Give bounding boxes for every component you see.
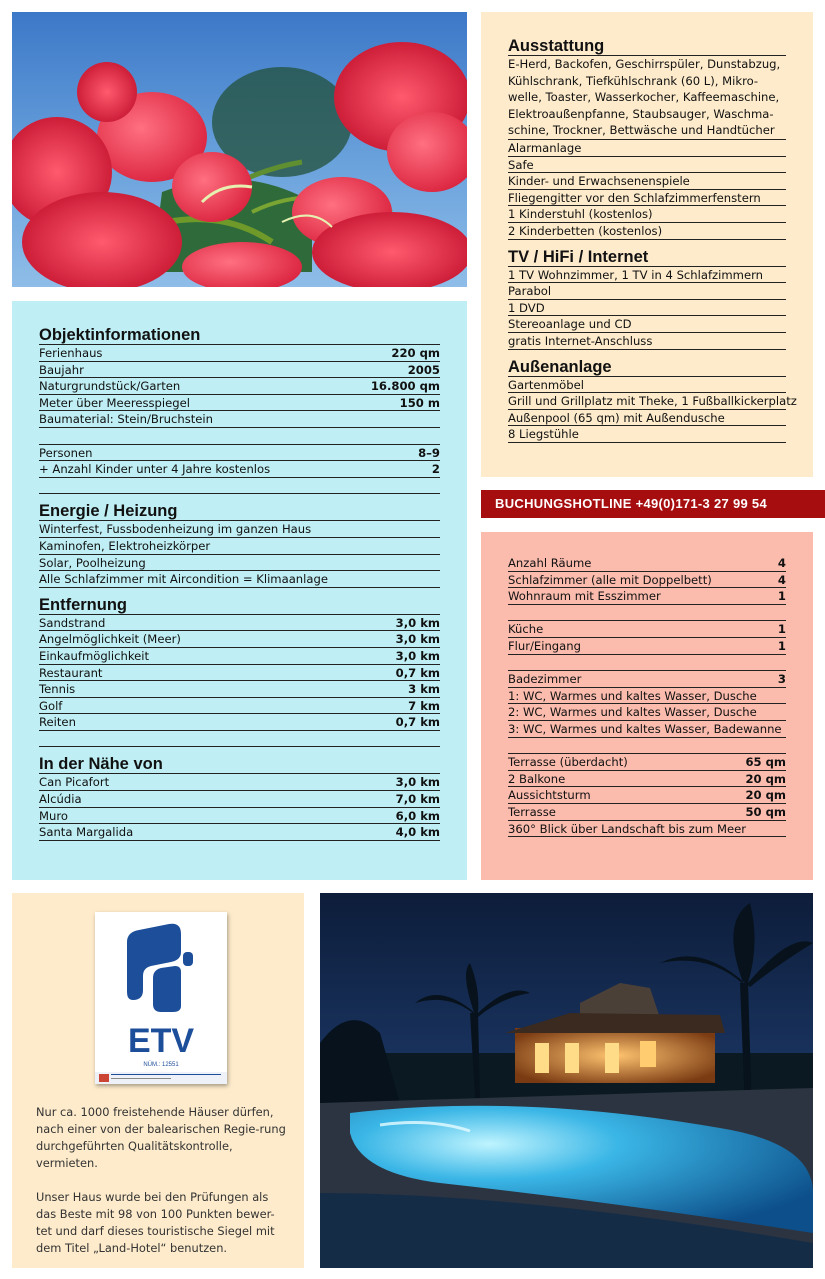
energy-title: Energie / Heizung [39,502,440,521]
info-row: Meter über Meeresspiegel 150 m [39,395,440,410]
blank-row [508,738,786,755]
equipment-row: Fliegengitter vor den Schlafzimmerfenstern [508,190,786,207]
tv-row: gratis Internet-Anschluss [508,333,786,350]
room-row: Flur/Eingang 1 [508,638,786,653]
outdoor-row: Grill und Grillplatz mit Theke, 1 Fußballkickerplatz [508,394,797,409]
object-info-panel [12,301,467,880]
energy-row: Winterfest, Fussbodenheizung im ganzen Haus [39,521,440,538]
equipment-row: 1 Kinderstuhl (kostenlos) [508,206,786,223]
energy-row: Alle Schlafzimmer mit Aircondition = Klimaanlage [39,571,440,588]
info-row: Baujahr 2005 [39,362,440,377]
tv-title: TV / HiFi / Internet [508,248,786,267]
tv-row: 1 DVD [508,300,786,317]
bathroom-row: 2: WC, Warmes und kaltes Wasser, Dusche [508,704,786,721]
distance-row: Golf 7 km [39,698,440,713]
object-info-title: Objektinformationen [39,326,440,345]
room-row: Wohnraum mit Esszimmer 1 [508,589,786,604]
distance-row: Tennis 3 km [39,682,440,697]
distance-row: Sandstrand 3,0 km [39,615,440,630]
nearby-row: Santa Margalida 4,0 km [39,825,440,840]
nearby-row: Muro 6,0 km [39,808,440,823]
outdoor-row: Außenpool (65 qm) mit Außendusche [508,410,786,427]
bathroom-row: 1: WC, Warmes und kaltes Wasser, Dusche [508,688,786,705]
room-row: Küche 1 [508,622,786,637]
tv-row: Stereoanlage und CD [508,316,786,333]
booking-hotline-bar[interactable]: BUCHUNGSHOTLINE +49(0)171-3 27 99 54 [481,490,825,518]
blank-row [39,428,440,445]
equipment-row: 2 Kinderbetten (kostenlos) [508,223,786,240]
equipment-kitchen-row: E-Herd, Backofen, Geschirrspüler, Dunstabzug, Kühlschrank, Tiefkühlschrank (60 L), Mikro-welle, Toaster, Wasserkocher, Kaffeemaschine, Elektroaußenpfanne, Staubsauger, Waschma-schine, Trockner, Bettwäsche und Handtücher [508,56,786,140]
villa-pool-image [320,893,813,1268]
etv-description [36,1104,286,1274]
bougainvillea-photo [12,12,467,287]
nearby-row: Can Picafort 3,0 km [39,775,440,790]
distance-row: Reiten 0,7 km [39,715,440,730]
persons-row: + Anzahl Kinder unter 4 Jahre kostenlos 2 [39,462,440,477]
nearby-row: Alcúdia 7,0 km [39,792,440,807]
etv-certificate-panel [12,893,304,1268]
equipment-row: Kinder- und Erwachsenenspiele [508,173,786,190]
bathroom-row: 3: WC, Warmes und kaltes Wasser, Badewanne [508,721,786,738]
distance-row: Einkaufmöglichkeit 3,0 km [39,648,440,663]
blank-row [39,731,440,748]
bathroom-row: Badezimmer 3 [508,672,786,687]
equipment-row: Alarmanlage [508,140,786,157]
terrace-row: 360° Blick über Landschaft bis zum Meer [508,821,786,838]
bougainvillea-image [12,12,467,287]
rooms-panel [481,532,813,880]
etv-logo-icon [95,912,227,1084]
outdoor-title: Außenanlage [508,358,786,377]
terrace-row: Aussichtsturm 20 qm [508,788,786,803]
blank-row [508,605,786,622]
equipment-title: Ausstattung [508,37,786,56]
room-row: Schlafzimmer (alle mit Doppelbett) 4 [508,572,786,587]
terrace-row: Terrasse (überdacht) 65 qm [508,755,786,770]
tv-row: 1 TV Wohnzimmer, 1 TV in 4 Schlafzimmern [508,267,786,284]
distance-row: Restaurant 0,7 km [39,665,440,680]
info-row: Ferienhaus 220 qm [39,346,440,360]
svg-text:ETV: ETV [127,1022,195,1060]
energy-row: Solar, Poolheizung [39,555,440,572]
equipment-row: Safe [508,157,786,174]
terrace-row: Terrasse 50 qm [508,804,786,819]
outdoor-row: 8 Liegstühle [508,426,786,443]
energy-row: Kaminofen, Elektroheizkörper [39,538,440,555]
villa-pool-night-photo [320,893,813,1268]
persons-row: Personen 8–9 [39,445,440,460]
terrace-row: 2 Balkone 20 qm [508,771,786,786]
blank-row [508,655,786,672]
info-row: Naturgrundstück/Garten 16.800 qm [39,379,440,394]
equipment-panel [481,12,813,477]
distance-title: Entfernung [39,596,440,615]
outdoor-row: Gartenmöbel [508,377,786,394]
nearby-title: In der Nähe von [39,755,440,774]
distance-row: Angelmöglichkeit (Meer) 3,0 km [39,632,440,647]
etv-paragraph-1: Nur ca. 1000 freistehende Häuser dürfen, nach einer von der balearischen Regie-rung durchgeführten Qualitätskontrolle, vermieten. [36,1105,286,1170]
etv-paragraph-2: Unser Haus wurde bei den Prüfungen als das Beste mit 98 von 100 Punkten bewer-tet und darf dieses touristische Siegel mit dem Titel „Land-Hotel“ benutzen. [36,1190,275,1255]
room-row: Anzahl Räume 4 [508,556,786,570]
svg-text:NÚM.: 12551: NÚM.: 12551 [143,1062,179,1068]
info-row: Baumaterial: Stein/Bruchstein [39,411,440,428]
blank-row [39,478,440,495]
tv-row: Parabol [508,283,786,300]
etv-seal-logo [95,912,227,1084]
